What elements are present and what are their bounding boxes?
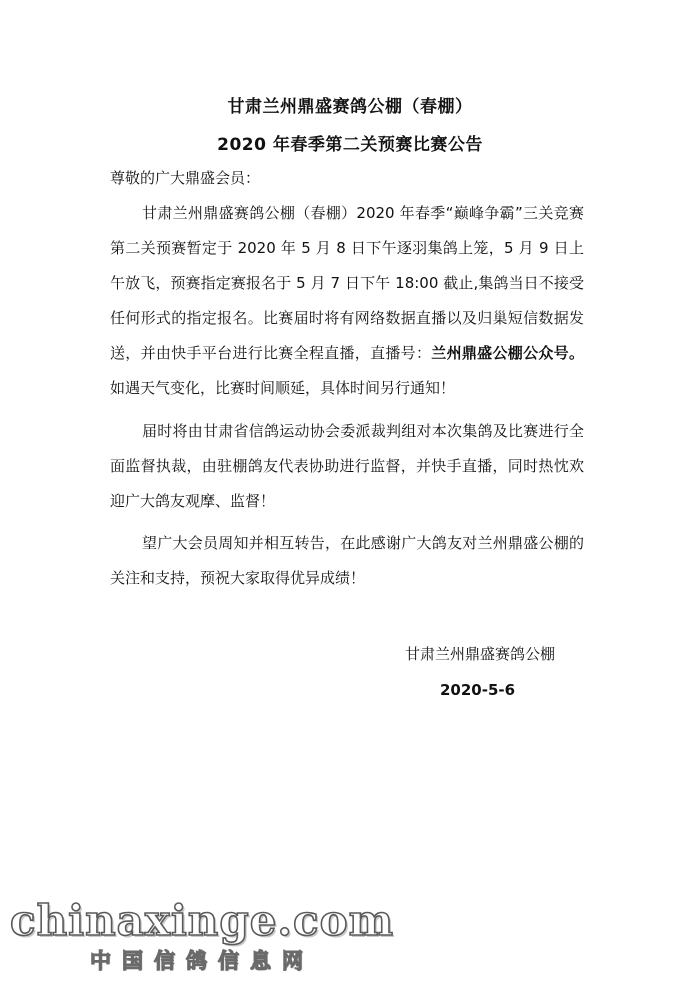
watermark-logo: chinaxinge.com xyxy=(10,896,395,945)
signature-date: 2020-5-6 xyxy=(440,681,516,699)
live-account-name: 兰州鼎盛公棚公众号。 xyxy=(431,344,584,362)
title-line-1: 甘肃兰州鼎盛赛鸽公棚（春棚） xyxy=(227,97,473,117)
signature-organization: 甘肃兰州鼎盛赛鸽公棚 xyxy=(405,645,556,663)
paragraph-thanks: 望广大会员周知并相互转告，在此感谢广大鸽友对兰州鼎盛公棚的关注和支持，预祝大家取得优异成绩！ xyxy=(110,534,584,587)
salutation: 尊敬的广大鼎盛会员： xyxy=(110,169,261,187)
paragraph-race-schedule xyxy=(110,196,584,406)
watermark-subtitle: 中国信鸽信息网 xyxy=(90,949,314,973)
title-line-2: 2020 年春季第二关预赛比赛公告 xyxy=(217,135,483,155)
paragraph-race-schedule-text: 甘肃兰州鼎盛赛鸽公棚（春棚）2020 年春季“巅峰争霸”三关竞赛第二关预赛暂定于 2020 年 5 月 8 日下午逐羽集鸽上笼，5 月 9 日上午放飞，预赛指定赛报名于 5 月 7 日下午 18:00 截止,集鸽当日不接受任何形式的指定报名。比赛届时将有网络数据直播以及归巢短信数据发送，并由快手平台进行比赛全程直播，直播号： xyxy=(110,204,584,362)
paragraph-supervision: 届时将由甘肃省信鸽运动协会委派裁判组对本次集鸽及比赛进行全面监督执裁，由驻棚鸽友代表协助进行监督，并快手直播，同时热忱欢迎广大鸽友观摩、监督！ xyxy=(110,422,584,510)
paragraph-race-schedule-tail: 如遇天气变化，比赛时间顺延，具体时间另行通知！ xyxy=(110,379,456,397)
